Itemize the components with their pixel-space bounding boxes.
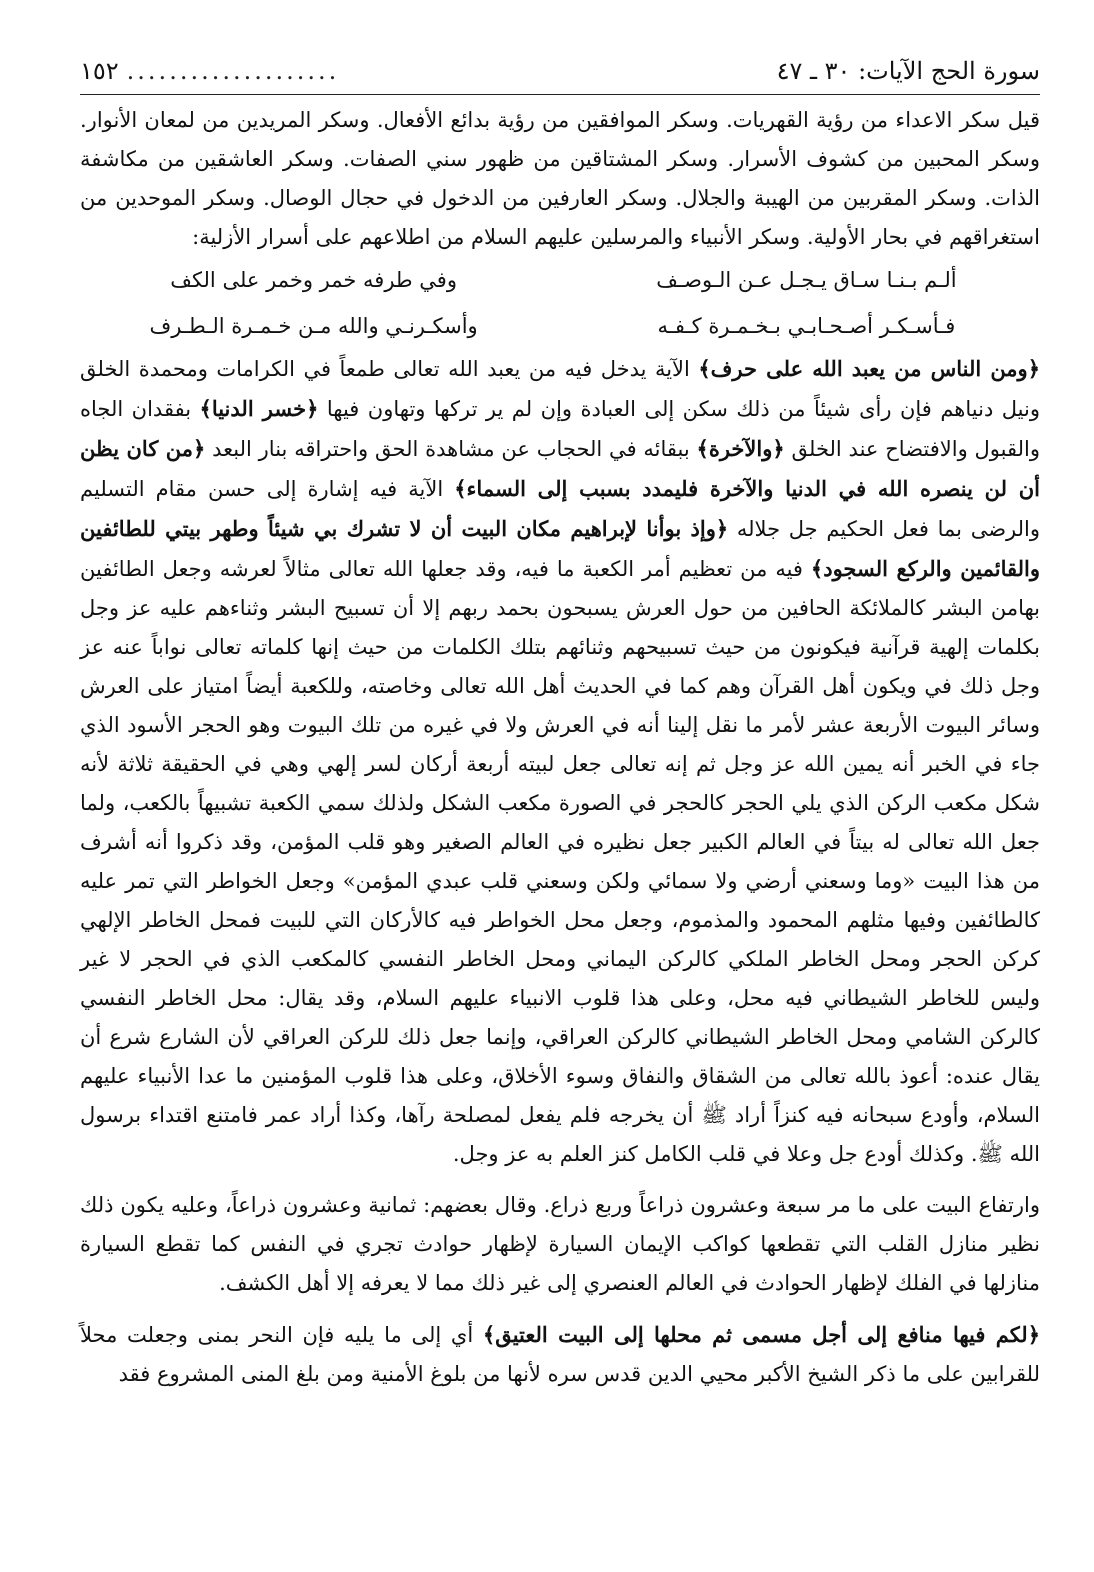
commentary-text: ببقائه في الحجاب عن مشاهدة الحق واحتراقه بنار البعد [205, 437, 697, 461]
poem-line-1 [80, 257, 1040, 303]
page [80, 54, 1040, 1394]
paragraph-4 [80, 1315, 1040, 1394]
quran-quote: ﴿والآخرة﴾ [696, 436, 785, 461]
paragraph-3: وارتفاع البيت على ما مر سبعة وعشرون ذراعاً وربع ذراع. وقال بعضهم: ثمانية وعشرون ذراعاً، وعليه يكون ذلك نظير منازل القلب التي تقطعها كواكب الإيمان السيارة لإظهار حوادث تجري في النفس كما تقطع السيارة منازلها في الفلك لإظهار الحوادث في العالم العنصري إلى غير ذلك مما لا يعرفه إلا أهل الكشف. [80, 1193, 1040, 1295]
paragraph-1: قيل سكر الاعداء من رؤية القهريات. وسكر الموافقين من رؤية بدائع الأفعال. وسكر المريدين من لمعان الأنوار. وسكر المحبين من كشوف الأسرار. وسكر المشتاقين من ظهور سني الصفات. وسكر العاشقين من مكاشفة الذات. وسكر المقربين من الهيبة والجلال. وسكر العارفين من الدخول في حجال الوصال. وسكر الموحدين من استغراقهم في بحار الأولية. وسكر الأنبياء والمرسلين عليهم السلام من اطلاعهم على أسرار الأزلية: [80, 108, 1040, 249]
page-number: ١٥٢ [80, 57, 119, 85]
quran-quote: ﴿من كان يظن أن لن ينصره الله في الدنيا والآخرة فليمدد بسبب إلى السماء﴾ [80, 436, 1040, 501]
commentary-text: الآية يدخل فيه من يعبد الله تعالى طمعاً في الكرامات ومحمدة الخلق ونيل دنياهم فإن رأى شيئاً من ذلك سكن إلى العبادة وإن لم ير تركها وتهاون فيها [80, 357, 1041, 421]
quran-quote: ﴿لكم فيها منافع إلى أجل مسمى ثم محلها إلى البيت العتيق﴾ [482, 1322, 1041, 1347]
poem-line-2 [80, 303, 1040, 349]
header-dots: .................... [126, 57, 340, 85]
poem-line-1-hemistich-a: ألـم بـنـا سـاق يـجـل عـن الـوصـف [656, 268, 957, 292]
quran-quote: ﴿وإذ بوأنا لإبراهيم مكان البيت أن لا تشرك بي شيئاً وطهر بيتي للطائفين والقائمين والركع السجود﴾ [80, 516, 1040, 581]
commentary-text: فيه من تعظيم أمر الكعبة ما فيه، وقد جعلها الله تعالى مثالاً لعرشه وجعل الطائفين بهامن البشر كالملائكة الحافين من حول العرش يسبحون بحمد ربهم إلا أن تسبيح البشر وثناءهم عليه عز وجل بكلمات إلهية قرآنية فيكونون من حيث تسبيحهم وثنائهم بتلك الكلمات من حيث إنها كلماته تعالى نواباً عنه عز وجل ذلك في ويكون أهل القرآن وهم كما في الحديث أهل الله تعالى وخاصته، وللكعبة أيضاً امتياز على العرش وسائر البيوت الأربعة عشر لأمر ما نقل إلينا أنه في العرش ولا في غيره من تلك البيوت وهو الحجر الأسود الذي جاء في الخبر أنه يمين الله عز وجل ثم إنه تعالى جعل لبيته أربعة أركان لسر إلهي وهي في الحقيقة ثلاثة لأنه شكل مكعب الركن الذي يلي الحجر كالحجر في الصورة مكعب الشكل ولذلك سمي الكعبة تشبيهاً بالكعب، ولما جعل الله تعالى له بيتاً في العالم الكبير جعل نظيره في العالم الصغير وهو قلب المؤمن، وقد ذكروا أنه أشرف من هذا البيت «وما وسعني أرضي ولا سمائي ولكن وسعني قلب عبدي المؤمن» وجعل الخواطر التي تمر عليه كالطائفين وفيها مثلهم المحمود والمذموم، وجعل محل الخواطر فيه كالأركان التي للبيت فمحل الخاطر الإلهي كركن الحجر ومحل الخاطر الملكي كالركن اليماني ومحل الخاطر النفسي كالمكعب الذي في الحجر لا غير وليس للخاطر الشيطاني فيه محل، وعلى هذا قلوب الانبياء عليهم السلام، وقد يقال: محل الخاطر النفسي كالركن الشامي ومحل الخاطر الشيطاني كالركن العراقي، وإنما جعل ذلك للركن العراقي لأن الشارع شرع أن يقال عنده: أعوذ بالله تعالى من الشقاق والنفاق وسوء الأخلاق، وعلى هذا قلوب المؤمنين ما عدا الأنبياء عليهم السلام، وأودع سبحانه فيه كنزاً أراد ﷺ أن يخرجه فلم يفعل لمصلحة رآها، وكذا أراد عمر فامتنع اقتداء برسول الله ﷺ. وكذلك أودع جل وعلا في قلب الكامل كنز العلم به عز وجل. [80, 557, 1041, 1166]
commentary-text: الآية فيه إشارة إلى حسن مقام التسليم والرضى بما فعل الحكيم جل جلاله [80, 477, 1040, 541]
poem-line-2-hemistich-a: فـأسـكـر أصـحـابـي بـخـمـرة كـفـه [657, 314, 956, 338]
commentary-text: أي إلى ما يليه فإن النحر بمنى وجعلت محلاً للقرابين على ما ذكر الشيخ الأكبر محيي الدين قدس سره لأنها من بلوغ الأمنية ومن بلغ المنى المشروع فقد [80, 1323, 1040, 1386]
quran-quote: ﴿خسر الدنيا﴾ [199, 396, 319, 421]
poem-line-1-hemistich-b: وفي طرفه خمر وخمر على الكف [170, 268, 457, 292]
quran-quote: ﴿ومن الناس من يعبد الله على حرف﴾ [698, 356, 1040, 381]
poem-line-2-hemistich-b: وأسكـرنـي والله مـن خـمـرة الـطـرف [149, 314, 478, 338]
running-header [80, 54, 1040, 95]
paragraph-2 [80, 349, 1040, 1174]
header-title: سورة الحج الآيات: ٣٠ ـ ٤٧ [776, 57, 1040, 85]
commentary-text: بفقدان الجاه والقبول والافتضاح عند الخلق [80, 397, 1040, 461]
page-body [80, 101, 1040, 1394]
